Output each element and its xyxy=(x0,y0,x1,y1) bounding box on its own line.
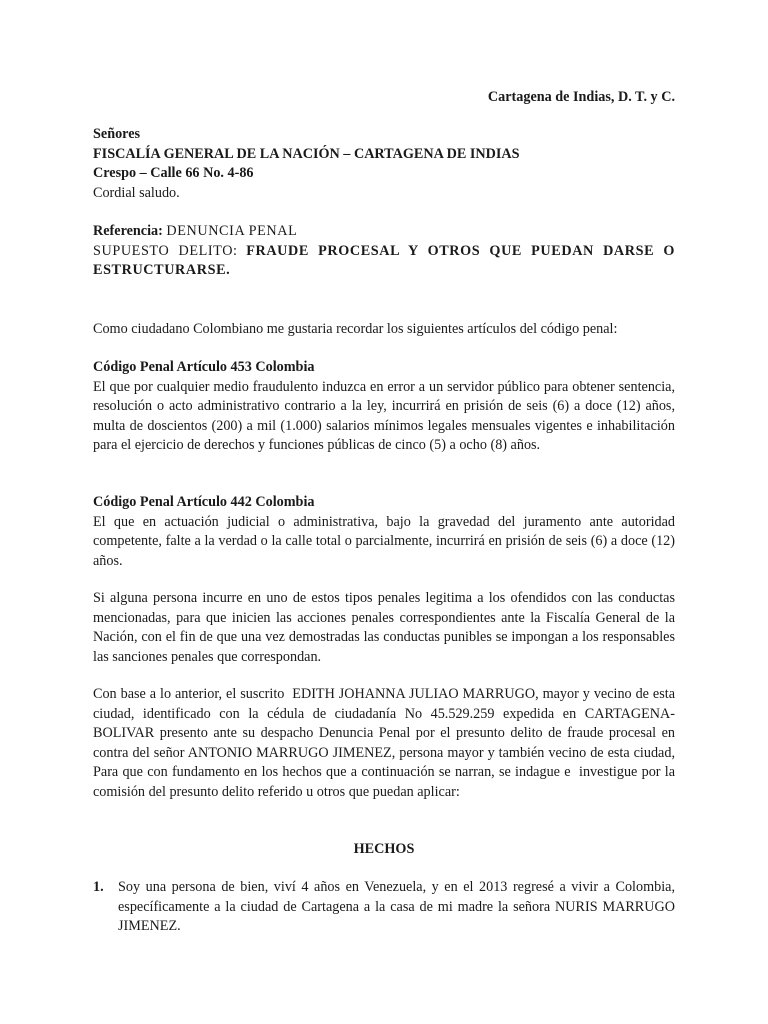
crime-label: SUPUESTO DELITO: xyxy=(93,242,238,259)
recipient-entity: FISCALÍA GENERAL DE LA NACIÓN – CARTAGENA DE INDIAS xyxy=(93,145,520,162)
recipient-greeting: Cordial saludo. xyxy=(93,184,180,201)
list-item-number: 1. xyxy=(93,879,104,895)
reference-block xyxy=(93,222,675,281)
place-date: Cartagena de Indias, D. T. y C. xyxy=(487,89,675,105)
recipient-block xyxy=(93,125,675,203)
facts-heading: HECHOS xyxy=(353,841,415,857)
article-453 xyxy=(93,358,675,456)
article-body: El que por cualquier medio fraudulento induzca en error a un servidor público para obtener sentencia, resolución o acto administrativo contrario a la ley, incurrirá en prisión de seis (6) a doce (12) años, multa de doscientos (200) a mil (1.000) salarios mínimos legales mensuales vigentes e inhabilitación para el ejercicio de derechos y funciones públicas de cinco (5) a ocho (8) años. xyxy=(93,378,675,454)
reference-value: DENUNCIA PENAL xyxy=(166,223,298,239)
crime-value: FRAUDE PROCESAL Y OTROS QUE PUEDAN DARSE O ESTRUCTURARSE. xyxy=(93,242,675,279)
intro-paragraph: Como ciudadano Colombiano me gustaria recordar los siguientes artículos del código penal: xyxy=(93,321,618,337)
recipient-salutation: Señores xyxy=(93,126,141,142)
article-title: Código Penal Artículo 453 Colombia xyxy=(93,359,315,375)
article-body: El que en actuación judicial o administrativa, bajo la gravedad del juramento ante autoridad competente, falte a la verdad o la calle total o parcialmente, incurrirá en prisión de seis (6) a doce (12) años. xyxy=(93,513,675,569)
article-title: Código Penal Artículo 442 Colombia xyxy=(93,494,315,510)
reference-label: Referencia: xyxy=(93,223,163,239)
list-item xyxy=(93,878,675,937)
article-442 xyxy=(93,493,675,571)
legitimacy-paragraph: Si alguna persona incurre en uno de estos tipos penales legitima a los ofendidos con las conductas mencionadas, para que inicien las acciones penales correspondientes ante la Fiscalía General de la Nación, con el fin de que una vez demostradas las conductas punibles se impongan a los responsables las sanciones penales que correspondan. xyxy=(93,590,675,665)
recipient-address: Crespo – Calle 66 No. 4-86 xyxy=(93,165,254,182)
crime-line xyxy=(93,242,675,281)
complaint-paragraph: Con base a lo anterior, el suscrito EDITH JOHANNA JULIAO MARRUGO, mayor y vecino de esta ciudad, identificado con la cédula de ciudadanía No 45.529.259 expedida en CARTAGENA- BOLIVAR presento ante su despacho Denuncia Penal por el presunto delito de fraude procesal en contra del señor ANTONIO MARRUGO JIMENEZ, persona mayor y también vecino de esta ciudad, Para que con fundamento en los hechos que a continuación se narran, se indague e investigue por la comisión del presunto delito referido u otros que puedan aplicar: xyxy=(93,686,686,800)
reference-line xyxy=(93,222,675,242)
list-item-text: Soy una persona de bien, viví 4 años en Venezuela, y en el 2013 regresé a vivir a Colombia, específicamente a la ciudad de Cartagena a la casa de mi madre la señora NURIS MARRUGO JIMENEZ. xyxy=(118,879,675,935)
